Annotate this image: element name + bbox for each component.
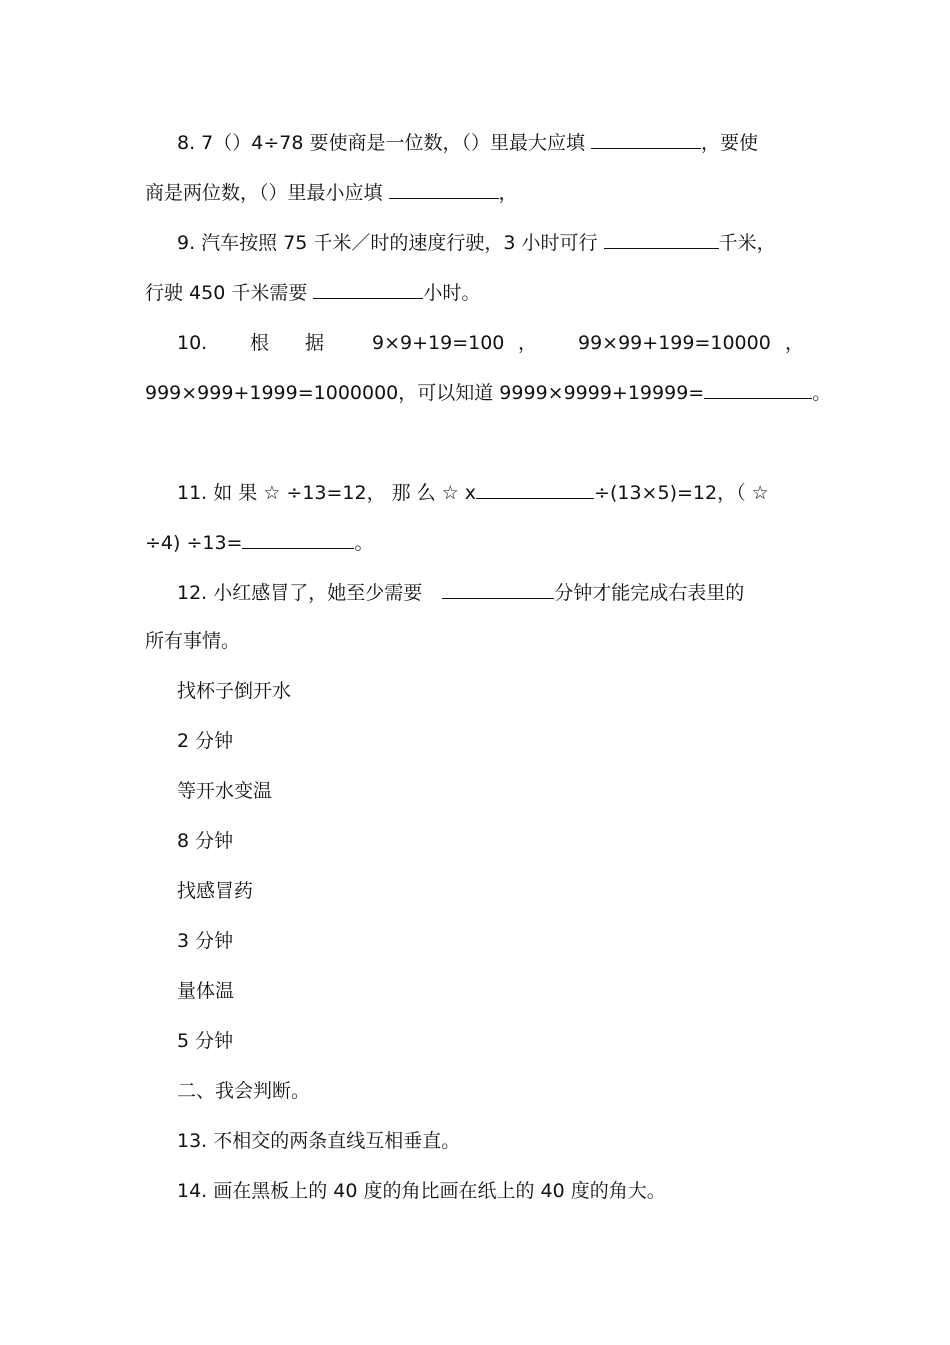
q11-blank-1[interactable] (476, 480, 594, 499)
table-item-8: 5 分钟 (177, 1030, 234, 1052)
q10-comma-1: ， (518, 332, 538, 354)
q9-text-d: 小时。 (423, 282, 481, 304)
q8-text-c: 商是两位数，（）里最小应填 (145, 182, 389, 204)
q11-text-b: ÷(13×5)=12，（ ☆ (594, 482, 769, 504)
q8-text-d: ， (498, 182, 518, 204)
q11-line2 (145, 530, 374, 556)
q10-word-ju: 据 (305, 332, 325, 354)
table-item-2: 2 分钟 (177, 730, 234, 752)
q8-line2 (145, 180, 518, 206)
q9-blank-1[interactable] (604, 230, 719, 249)
q11-text-d: 。 (354, 532, 374, 554)
table-item-4: 8 分钟 (177, 830, 234, 852)
q12-text-b: 分钟才能完成右表里的 (554, 582, 745, 604)
q11-text-c: ÷4) ÷13= (145, 532, 243, 554)
q12-blank[interactable] (442, 580, 554, 599)
q12-text-a: 12. 小红感冒了，她至少需要 (177, 582, 429, 604)
q8-line1 (177, 130, 758, 156)
q10-expression-1: 9×9+19=100 (372, 332, 505, 354)
table-item-1: 找杯子倒开水 (177, 680, 292, 702)
q10-text-a: 999×999+1999=1000000，可以知道 9999×9999+19999= (145, 382, 705, 404)
q8-blank-2[interactable] (389, 180, 499, 199)
q9-text-b: 千米， (718, 232, 776, 254)
q13-line: 13. 不相交的两条直线互相垂直。 (177, 1130, 461, 1152)
q8-text-b: ，要使 (701, 132, 759, 154)
q10-line2 (145, 380, 831, 406)
q10-number: 10. (177, 332, 208, 354)
table-item-5: 找感冒药 (177, 880, 254, 902)
q8-text-a: 8. 7（）4÷78 要使商是一位数，（）里最大应填 (177, 132, 592, 154)
q8-blank-1[interactable] (591, 130, 701, 149)
table-item-7: 量体温 (177, 980, 235, 1002)
q9-text-a: 9. 汽车按照 75 千米／时的速度行驶，3 小时可行 (177, 232, 604, 254)
q12-line2: 所有事情。 (145, 630, 241, 652)
q11-blank-2[interactable] (242, 530, 354, 549)
q10-blank[interactable] (704, 380, 812, 399)
q9-blank-2[interactable] (313, 280, 423, 299)
q12-line1 (177, 580, 744, 606)
section-heading: 二、我会判断。 (177, 1080, 311, 1102)
q9-line2 (145, 280, 480, 306)
q10-expression-2: 99×99+199=10000 (578, 332, 771, 354)
q10-comma-2: ， (785, 332, 805, 354)
q9-text-c: 行驶 450 千米需要 (145, 282, 314, 304)
q9-line1 (177, 230, 776, 256)
q11-text-a: 11. 如 果 ☆ ÷13=12， 那 么 ☆ x (177, 482, 477, 504)
q10-text-b: 。 (812, 382, 832, 404)
q14-line: 14. 画在黑板上的 40 度的角比画在纸上的 40 度的角大。 (177, 1180, 666, 1202)
q11-line1 (177, 480, 769, 506)
q10-word-gen: 根 (250, 332, 270, 354)
table-item-3: 等开水变温 (177, 780, 273, 802)
table-item-6: 3 分钟 (177, 930, 234, 952)
